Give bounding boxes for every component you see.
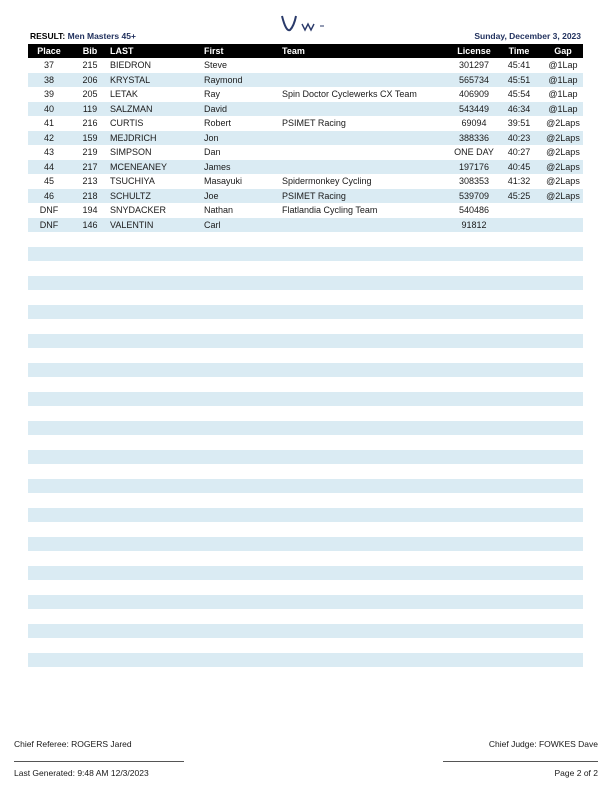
empty-table-row xyxy=(28,392,583,407)
empty-table-row xyxy=(28,319,583,334)
cell-first-name: Robert xyxy=(204,118,232,128)
race-category: Men Masters 45+ xyxy=(67,31,136,41)
cell-time: 45:54 xyxy=(507,89,531,99)
cell-bib: 119 xyxy=(82,103,98,114)
cell-bib: 216 xyxy=(82,118,98,128)
table-row xyxy=(28,145,583,160)
cell-place: 38 xyxy=(43,74,54,85)
empty-table-row xyxy=(28,348,583,363)
empty-table-row xyxy=(28,551,583,566)
cell-bib: 213 xyxy=(82,176,98,186)
chief-referee: Chief Referee: ROGERS Jared xyxy=(14,739,132,749)
cell-first-name: Dan xyxy=(204,147,221,157)
table-row xyxy=(28,102,583,117)
table-row xyxy=(28,174,583,189)
empty-table-row xyxy=(28,653,583,668)
cell-time: 40:45 xyxy=(507,161,531,172)
cell-last-name: SIMPSON xyxy=(110,147,152,157)
cell-time: 45:25 xyxy=(507,190,531,201)
cell-last-name: SCHULTZ xyxy=(110,190,151,201)
table-row xyxy=(28,131,583,146)
empty-table-row xyxy=(28,377,583,392)
cell-bib: 146 xyxy=(82,219,98,230)
result-label: RESULT: xyxy=(30,31,66,41)
results-table-body xyxy=(28,58,583,667)
cell-time: 40:27 xyxy=(507,147,531,157)
cell-bib: 205 xyxy=(82,89,98,99)
empty-table-row xyxy=(28,232,583,247)
column-header-place: Place xyxy=(37,46,61,56)
empty-table-row xyxy=(28,406,583,421)
cell-place: 40 xyxy=(43,103,54,114)
empty-table-row xyxy=(28,305,583,320)
cell-time: 40:23 xyxy=(507,132,531,143)
event-logo-icon xyxy=(280,14,340,36)
cell-gap: @2Laps xyxy=(546,190,580,201)
cell-last-name: TSUCHIYA xyxy=(110,176,155,186)
empty-table-row xyxy=(28,261,583,276)
race-date: Sunday, December 3, 2023 xyxy=(474,31,581,41)
cell-time: 45:41 xyxy=(507,60,531,70)
cell-team: Spidermonkey Cycling xyxy=(282,176,372,186)
page-number: Page 2 of 2 xyxy=(554,768,598,778)
cell-team: PSIMET Racing xyxy=(282,118,346,128)
cell-place: DNF xyxy=(39,219,59,230)
empty-table-row xyxy=(28,450,583,465)
table-row xyxy=(28,160,583,175)
cell-bib: 206 xyxy=(82,74,98,85)
cell-last-name: MCENEANEY xyxy=(110,161,168,172)
cell-gap: @1Lap xyxy=(548,60,578,70)
cell-first-name: Nathan xyxy=(204,205,234,215)
empty-table-row xyxy=(28,479,583,494)
cell-time: 46:34 xyxy=(507,103,531,114)
cell-last-name: SALZMAN xyxy=(110,103,153,114)
cell-license: 543449 xyxy=(458,103,490,114)
cell-last-name: KRYSTAL xyxy=(110,74,151,85)
cell-bib: 194 xyxy=(82,205,98,215)
cell-time: 45:51 xyxy=(507,74,531,85)
table-row xyxy=(28,218,583,233)
cell-gap: @2Laps xyxy=(546,147,580,157)
cell-team: PSIMET Racing xyxy=(282,190,346,201)
referee-signature-line xyxy=(14,761,184,762)
cell-team: Flatlandia Cycling Team xyxy=(282,205,378,215)
result-category-line xyxy=(30,31,136,41)
cell-last-name: BIEDRON xyxy=(110,60,152,70)
empty-table-row xyxy=(28,537,583,552)
cell-place: DNF xyxy=(39,205,59,215)
column-header-team: Team xyxy=(282,46,305,56)
table-row xyxy=(28,116,583,131)
cell-bib: 219 xyxy=(82,147,98,157)
cell-bib: 215 xyxy=(82,60,98,70)
cell-license: 565734 xyxy=(458,74,490,85)
cell-place: 46 xyxy=(43,190,54,201)
empty-table-row xyxy=(28,247,583,262)
cell-license: ONE DAY xyxy=(454,147,494,157)
cell-place: 44 xyxy=(43,161,54,172)
table-row xyxy=(28,203,583,218)
empty-table-row xyxy=(28,363,583,378)
empty-table-row xyxy=(28,522,583,537)
table-row xyxy=(28,87,583,102)
cell-place: 42 xyxy=(43,132,54,143)
empty-table-row xyxy=(28,595,583,610)
chief-judge: Chief Judge: FOWKES Dave xyxy=(488,739,598,749)
empty-table-row xyxy=(28,290,583,305)
cell-gap: @2Laps xyxy=(546,132,580,143)
cell-license: 539709 xyxy=(458,190,490,201)
cell-license: 388336 xyxy=(458,132,490,143)
last-generated: Last Generated: 9:48 AM 12/3/2023 xyxy=(14,768,149,778)
cell-last-name: CURTIS xyxy=(110,118,144,128)
empty-table-row xyxy=(28,624,583,639)
empty-table-row xyxy=(28,493,583,508)
cell-first-name: Jon xyxy=(204,132,219,143)
cell-bib: 217 xyxy=(82,161,98,172)
cell-gap: @1Lap xyxy=(548,74,578,85)
cell-gap: @1Lap xyxy=(548,103,578,114)
judge-signature-line xyxy=(443,761,598,762)
empty-table-row xyxy=(28,276,583,291)
empty-table-row xyxy=(28,638,583,653)
cell-last-name: VALENTIN xyxy=(110,219,154,230)
cell-time: 41:32 xyxy=(507,176,531,186)
table-row xyxy=(28,73,583,88)
results-table-header xyxy=(28,44,583,58)
empty-table-row xyxy=(28,580,583,595)
empty-table-row xyxy=(28,566,583,581)
column-header-time: Time xyxy=(508,46,530,56)
cell-gap: @2Laps xyxy=(546,176,580,186)
cell-last-name: SNYDACKER xyxy=(110,205,167,215)
cell-place: 37 xyxy=(43,60,54,70)
column-header-last: LAST xyxy=(110,46,134,56)
cell-first-name: Masayuki xyxy=(204,176,243,186)
cell-bib: 218 xyxy=(82,190,98,201)
cell-license: 540486 xyxy=(458,205,490,215)
empty-table-row xyxy=(28,421,583,436)
cell-license: 301297 xyxy=(458,60,490,70)
column-header-bib: Bib xyxy=(82,46,98,56)
cell-time: 39:51 xyxy=(507,118,531,128)
cell-license: 406909 xyxy=(458,89,490,99)
cell-license: 91812 xyxy=(461,219,487,230)
table-row xyxy=(28,189,583,204)
cell-first-name: Steve xyxy=(204,60,228,70)
cell-team: Spin Doctor Cyclewerks CX Team xyxy=(282,89,417,99)
empty-table-row xyxy=(28,508,583,523)
cell-license: 308353 xyxy=(458,176,490,186)
cell-place: 45 xyxy=(43,176,54,186)
cell-first-name: David xyxy=(204,103,228,114)
cell-first-name: Joe xyxy=(204,190,219,201)
cell-first-name: Raymond xyxy=(204,74,243,85)
cell-last-name: MEJDRICH xyxy=(110,132,157,143)
empty-table-row xyxy=(28,334,583,349)
cell-bib: 159 xyxy=(82,132,98,143)
cell-first-name: Carl xyxy=(204,219,221,230)
cell-license: 69094 xyxy=(461,118,487,128)
table-row xyxy=(28,58,583,73)
cell-gap: @2Laps xyxy=(546,161,580,172)
cell-place: 39 xyxy=(43,89,54,99)
cell-first-name: Ray xyxy=(204,89,221,99)
empty-table-row xyxy=(28,435,583,450)
cell-gap: @1Lap xyxy=(548,89,578,99)
cell-last-name: LETAK xyxy=(110,89,138,99)
column-header-gap: Gap xyxy=(554,46,572,56)
cell-place: 43 xyxy=(43,147,54,157)
empty-table-row xyxy=(28,464,583,479)
empty-table-row xyxy=(28,609,583,624)
cell-gap: @2Laps xyxy=(546,118,580,128)
cell-place: 41 xyxy=(43,118,54,128)
column-header-first: First xyxy=(204,46,224,56)
column-header-license: License xyxy=(457,46,491,56)
cell-license: 197176 xyxy=(458,161,490,172)
cell-first-name: James xyxy=(204,161,231,172)
